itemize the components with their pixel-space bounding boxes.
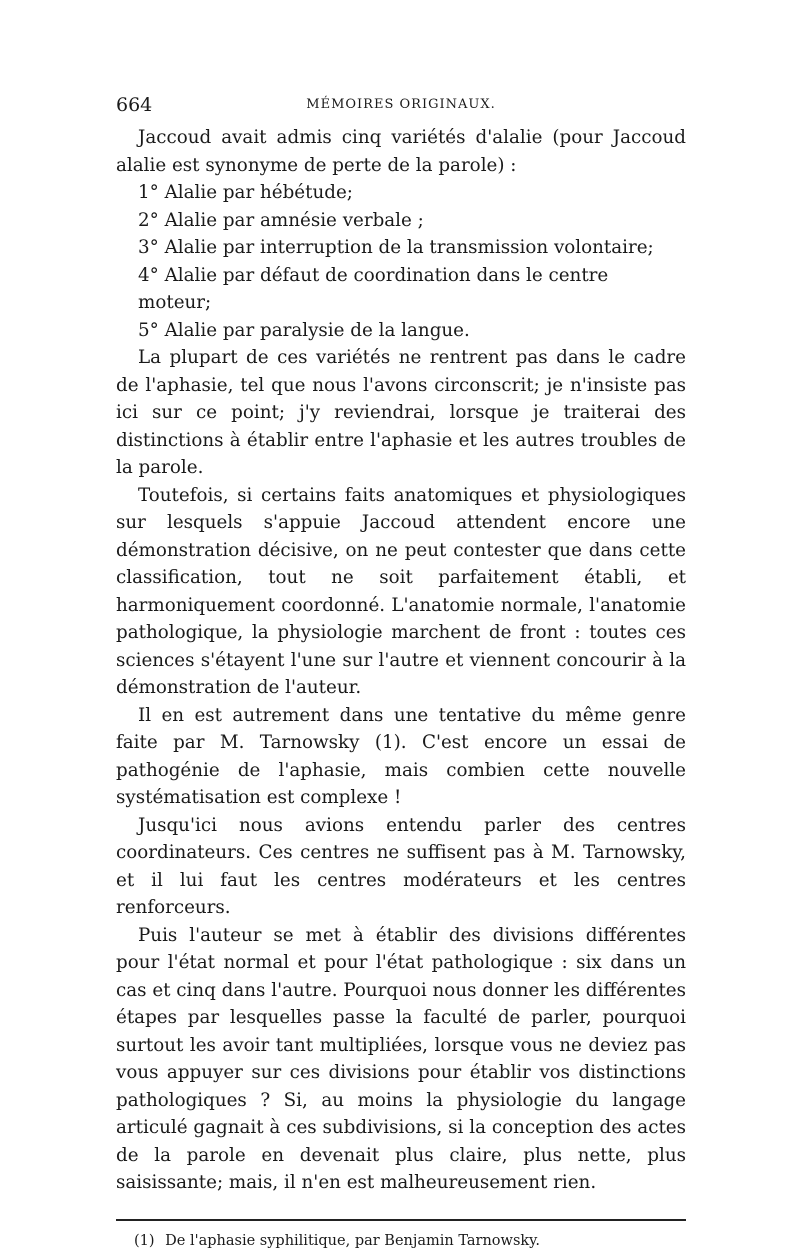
footnote-marker: (1) [134,1232,155,1249]
footnote-divider [116,1219,686,1221]
list-item: 5° Alalie par paralysie de la langue. [138,319,470,341]
paragraph: Puis l'auteur se met à établir des divisions différentes pour l'état normal et pour l'état pathologique : six dans un cas et cinq dans l'autre. Pourquoi nous donner les différentes étapes par lesquelles passe la faculté de parler, pourquoi surtout les avoir tant multipliées, lorsque vous ne deviez pas vous appuyer sur ces divisions pour établir vos distinctions pathologiques ? Si, au moins la physiologie du langage articulé gagnait à ces subdivisions, si la conception des actes de la parole en devenait plus claire, plus nette, plus saisissante; mais, il n'en est malheureusement rien. [116,924,687,1193]
paragraph: Jusqu'ici nous avions entendu parler des centres coordinateurs. Ces centres ne suffisent pas à M. Tarnowsky, et il lui faut les centres modérateurs et les centres renforceurs. [116,814,686,918]
page-number: 664 [116,94,153,116]
running-title: MÉMOIRES ORIGINAUX. [306,97,496,112]
page-header [116,94,686,124]
footnote [116,1231,686,1251]
body-text [116,124,686,1197]
footnote-text: De l'aphasie syphilitique, par Benjamin Tarnowsky. [165,1232,541,1249]
list-item: 1° Alalie par hébétude; [138,182,353,203]
list-item: 2° Alalie par amnésie verbale ; [138,209,424,231]
intro-paragraph: Jaccoud avait admis cinq variétés d'alalie (pour Jaccoud alalie est synonyme de perte de la parole) : [116,127,686,176]
list-item: 4° Alalie par défaut de coordination dans le centre moteur; [138,264,609,313]
list-item: 3° Alalie par interruption de la transmission volontaire; [138,237,654,258]
paragraph: Il en est autrement dans une tentative du même genre faite par M. Tarnowsky (1). C'est encore un essai de pathogénie de l'aphasie, mais combien cette nouvelle systématisation est complexe ! [116,704,686,808]
book-page [116,94,686,1251]
paragraph: Toutefois, si certains faits anatomiques et physiologiques sur lesquels s'appuie Jaccoud attendent encore une démonstration décisive, on ne peut contester que dans cette classification, tout ne soit parfaitement établi, et harmoniquement coordonné. L'anatomie normale, l'anatomie pathologique, la physiologie marchent de front : toutes ces sciences s'étayent l'une sur l'autre et viennent concourir à la démonstration de l'auteur. [116,484,686,698]
paragraph: La plupart de ces variétés ne rentrent pas dans le cadre de l'aphasie, tel que nous l'avons circonscrit; je n'insiste pas ici sur ce point; j'y reviendrai, lorsque je traiterai des distinctions à établir entre l'aphasie et les autres troubles de la parole. [116,347,686,478]
